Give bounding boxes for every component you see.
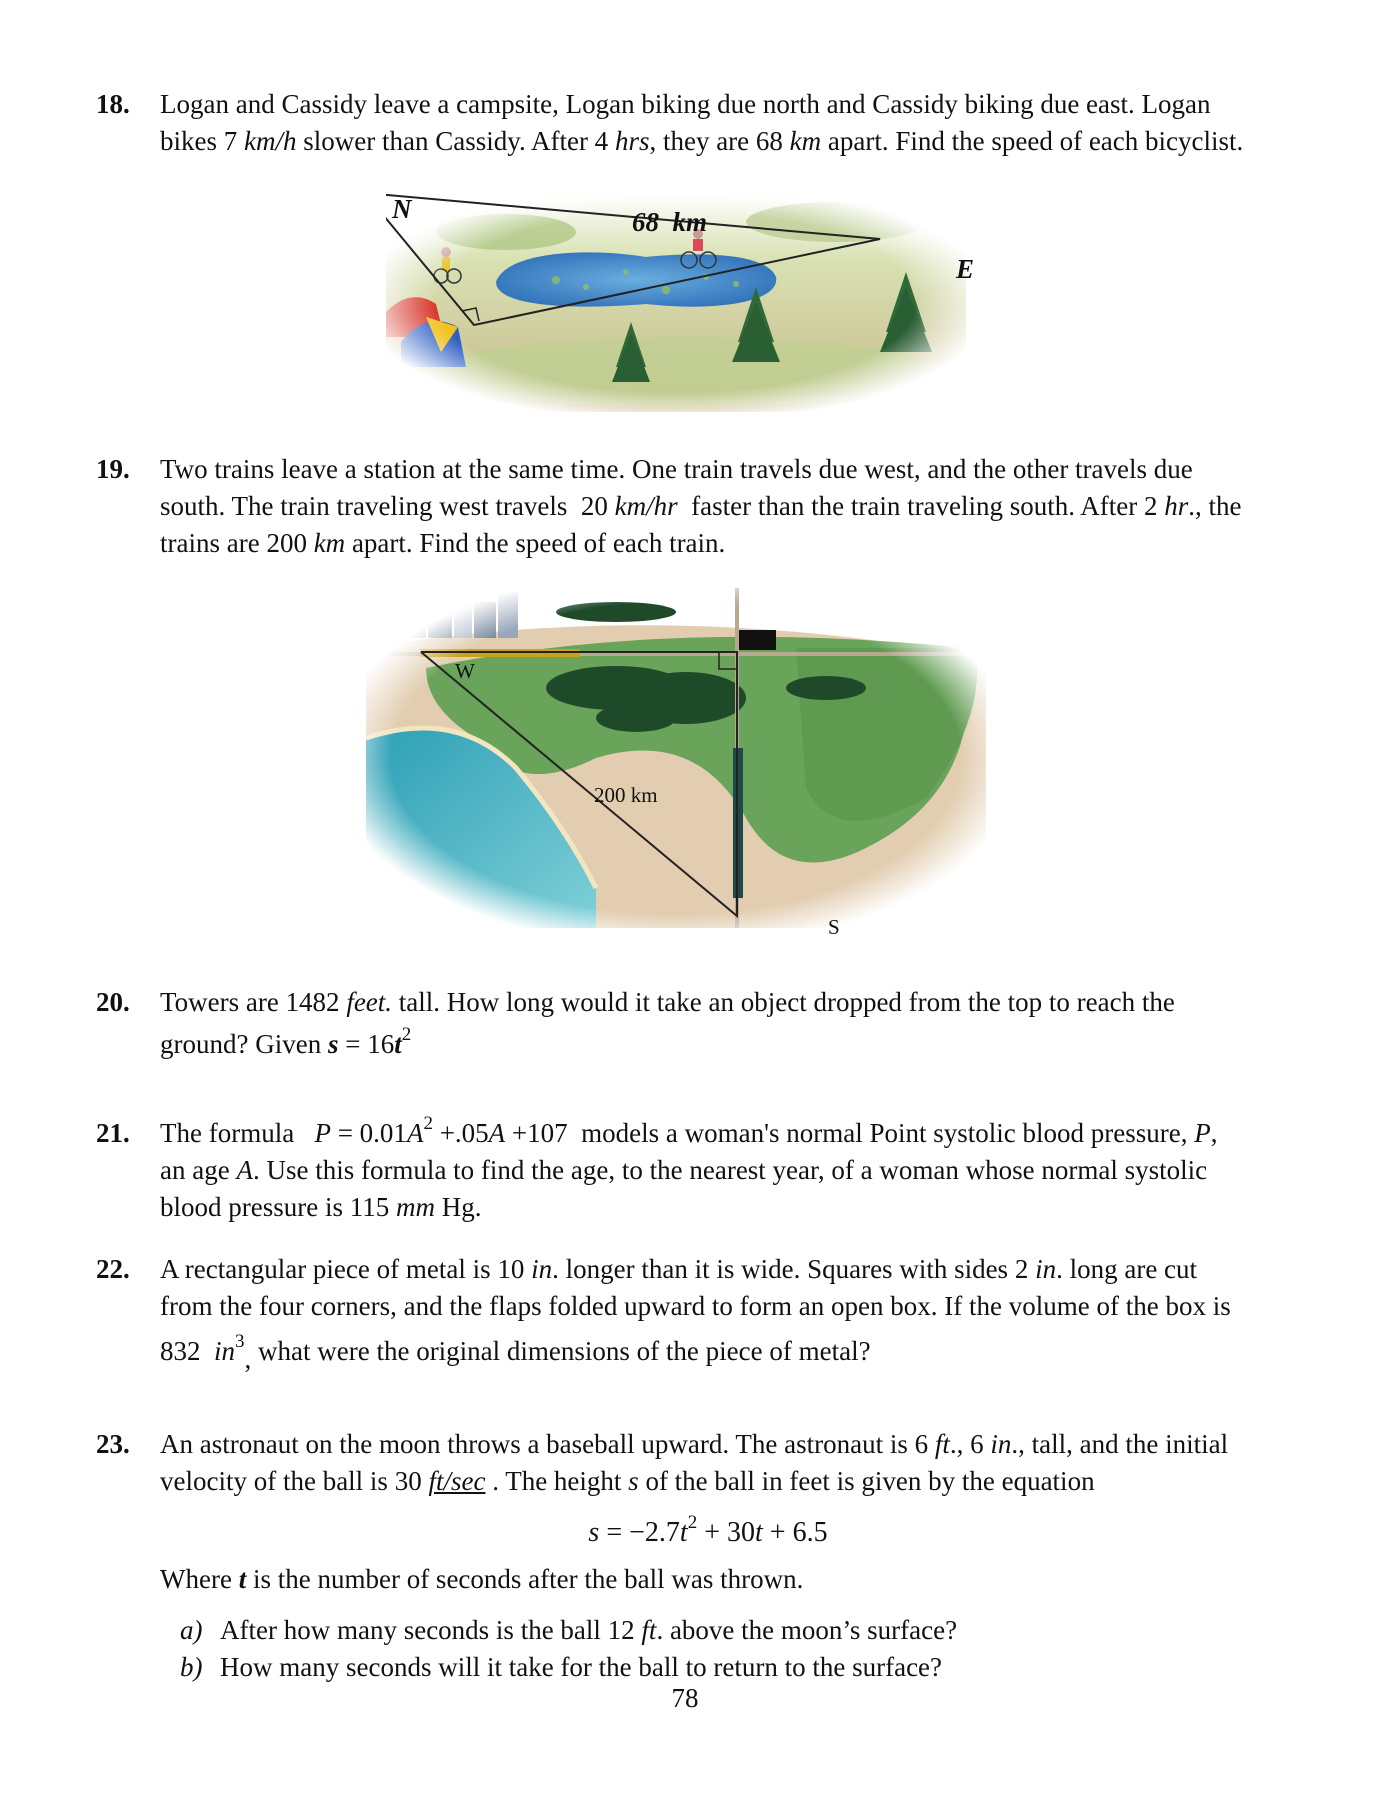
problem-text: from the four corners, and the flaps folded upward to form an open box. If the volume of the box is (160, 1291, 1231, 1321)
problem-21 (96, 1115, 1256, 1226)
problem-text: Towers are 1482 feet. tall. How long would it take an object dropped from the top to reach the (160, 987, 1175, 1017)
label-distance: 200 km (594, 783, 658, 807)
height-equation: $s = -2.7t^2 + 30t + 6.5$ (588, 1511, 828, 1548)
sub-question-a: a) After how many seconds is the ball 12 ft. above the moon’s surface? (180, 1615, 958, 1645)
label-south: S (828, 915, 840, 939)
problem-19 (96, 451, 1256, 562)
problem-22 (96, 1251, 1256, 1374)
problem-text: A rectangular piece of metal is 10 in. longer than it is wide. Squares with sides 2 in. long are cut (160, 1254, 1198, 1284)
problem-text: ground? Given $s = 16t^2$ (160, 1024, 412, 1059)
sub-question-b: b) How many seconds will it take for the ball to return to the surface? (180, 1652, 943, 1682)
problem-text: The formula $P = 0.01A^2 +.05A +107$ models a woman's normal Point systolic blood pressure, P, (160, 1113, 1218, 1148)
problem-number: 23. (96, 1429, 130, 1459)
label-east: E (956, 254, 975, 284)
trains-figure (366, 588, 986, 928)
problem-number: 20. (96, 987, 130, 1017)
problem-number: 19. (96, 454, 130, 484)
problem-number: 22. (96, 1254, 130, 1284)
problem-text: trains are 200 km apart. Find the speed of each train. (160, 528, 726, 558)
label-distance: 68 km (632, 207, 708, 237)
sub-questions (180, 1612, 1256, 1686)
problem-text: south. The train traveling west travels 20 km/hr faster than the train traveling south. After 2 hr., the (160, 491, 1242, 521)
problem-number: 18. (96, 89, 130, 119)
problem-number: 21. (96, 1118, 130, 1148)
problem-text: an age A. Use this formula to find the age, to the nearest year, of a woman whose normal systolic (160, 1155, 1208, 1185)
problem-18 (96, 86, 1256, 160)
problem-text: bikes 7 km/h slower than Cassidy. After 4 hrs, they are 68 km apart. Find the speed of each bicyclist. (160, 126, 1244, 156)
problem-text: Where t is the number of seconds after the ball was thrown. (160, 1564, 804, 1594)
problem-20 (96, 984, 1256, 1063)
label-north: N (392, 194, 412, 224)
page-number: 78 (671, 1683, 699, 1713)
label-west: W (455, 659, 475, 683)
problem-text: An astronaut on the moon throws a baseball upward. The astronaut is 6 ft., 6 in., tall, and the initial (160, 1429, 1229, 1459)
problem-23 (96, 1426, 1256, 1686)
problem-text: Logan and Cassidy leave a campsite, Logan biking due north and Cassidy biking due east. Logan (160, 89, 1211, 119)
problem-text: Two trains leave a station at the same time. One train travels due west, and the other travels due (160, 454, 1193, 484)
problem-text: velocity of the ball is 30 ft/sec . The height s of the ball in feet is given by the equation (160, 1466, 1095, 1496)
problem-text: blood pressure is 115 mm Hg. (160, 1192, 482, 1222)
problem-text: 832 $in^3$, what were the original dimensions of the piece of metal? (160, 1331, 871, 1374)
